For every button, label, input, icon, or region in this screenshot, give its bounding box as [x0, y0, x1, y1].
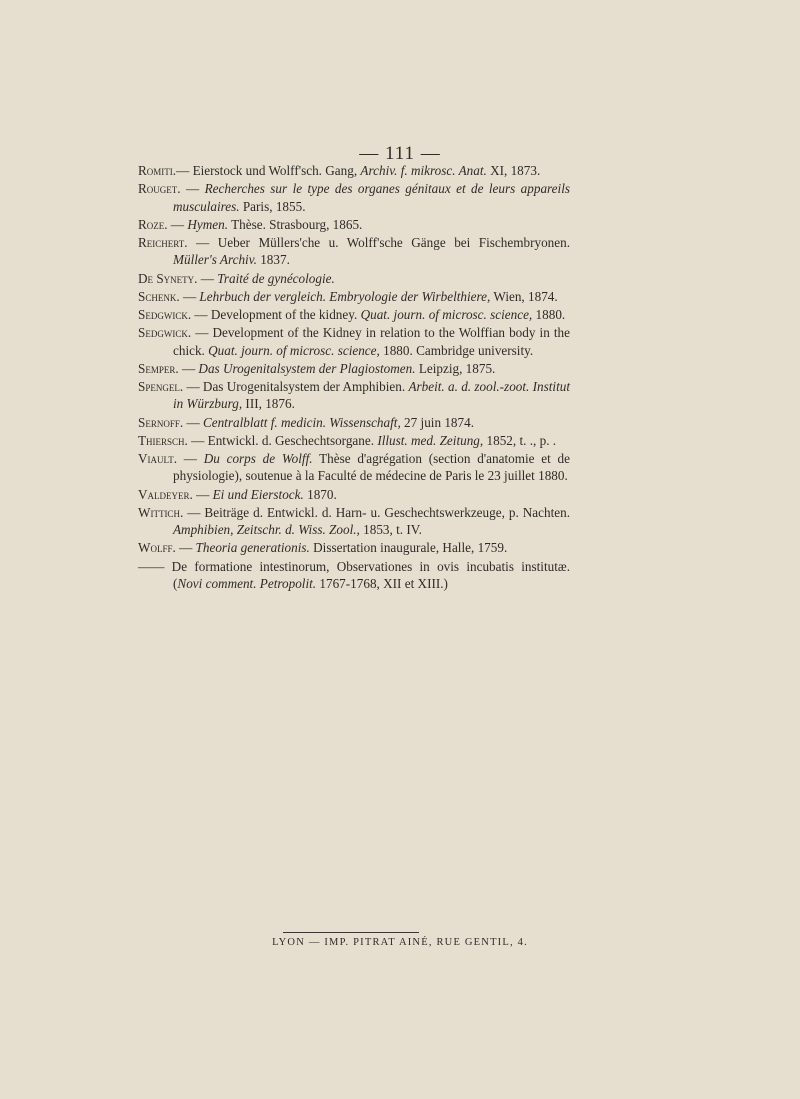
entry-title: Amphibien, Zeitschr. d. Wiss. Zool.,	[173, 522, 360, 538]
entry-title: Recherches sur le type des organes génitaux et de leurs appareils musculaires.	[173, 181, 570, 214]
entry-text: —	[177, 451, 204, 467]
entry-title: Das Urogenitalsystem der Plagiostomen.	[198, 360, 416, 376]
entry-rest: 1852, t. ., p. .	[483, 432, 557, 448]
bibliography-entry	[138, 324, 570, 359]
entry-text: — Das Urogenitalsystem der Amphibien.	[183, 379, 409, 395]
entry-author: Sedgwick.	[138, 325, 192, 341]
bibliography-entry	[138, 216, 570, 233]
bibliography-entry	[138, 450, 570, 485]
entry-rest: 27 juin 1874.	[400, 414, 475, 430]
bibliography-list	[138, 162, 570, 593]
entry-title: Quat. journ. of microsc. science,	[360, 307, 533, 323]
entry-author: Wittich.	[138, 504, 184, 520]
entry-author: Rouget.	[138, 181, 181, 197]
page-number: — 111 —	[359, 143, 441, 164]
entry-text: — Development of the Kidney in relation to the Wolffian body in the chick.	[173, 325, 570, 358]
entry-rest: 1870.	[303, 486, 337, 502]
entry-text: —	[178, 360, 199, 376]
entry-author: Spengel.	[138, 379, 184, 395]
bibliography-entry	[138, 432, 570, 449]
entry-text: — Ueber Müllers'che u. Wolff'sche Gänge bei Fischembryonen.	[187, 235, 570, 251]
entry-title: Hymen.	[187, 216, 229, 232]
entry-text: —	[180, 181, 205, 197]
entry-title: Novi comment. Petropolit.	[177, 576, 317, 592]
entry-author: Sernoff.	[138, 414, 184, 430]
entry-author: Roze.	[138, 216, 168, 232]
entry-author: Romiti.	[138, 163, 177, 178]
entry-rest: 1880.	[532, 307, 566, 323]
entry-title: Theoria generationis.	[195, 540, 310, 556]
bibliography-entry	[138, 180, 570, 215]
bibliography-entry	[138, 558, 570, 593]
entry-rest: 1880. Cambridge university.	[379, 342, 534, 358]
entry-text: —	[179, 288, 200, 304]
entry-author: Semper.	[138, 360, 179, 376]
entry-author: Thiersch.	[138, 432, 188, 448]
entry-text: De formatione intestinorum, Observationes in ovis incubatis institutæ. (	[164, 558, 570, 592]
entry-rest: Thèse d'agrégation (section d'anatomie et de physiologie), soutenue à la Faculté de médecine de Paris le 23 juillet 1880.	[173, 451, 571, 484]
bibliography-entry	[138, 378, 570, 413]
entry-author: Reichert.	[138, 235, 188, 251]
entry-author: Wolff.	[138, 540, 176, 556]
entry-text: — Development of the kidney.	[191, 307, 361, 323]
entry-rest: Wien, 1874.	[490, 288, 558, 304]
entry-rest: III, 1876.	[242, 396, 295, 412]
entry-title: Centralblatt f. medicin. Wissenschaft,	[202, 414, 401, 430]
bibliography-entry	[138, 306, 570, 323]
entry-author: Valdeyer.	[138, 486, 193, 502]
entry-rest: Thèse. Strasbourg, 1865.	[228, 216, 363, 232]
entry-title: Traité de gynécologie.	[217, 270, 335, 286]
entry-text: —	[197, 270, 218, 286]
bibliography-entry	[138, 539, 570, 556]
entry-rest: 1767-1768, XII et XIII.)	[316, 576, 448, 592]
entry-text: —	[175, 540, 196, 556]
entry-rest: 1837.	[256, 252, 290, 268]
entry-title: Ei und Eierstock.	[212, 486, 304, 502]
entry-text: —	[183, 414, 203, 430]
bibliography-entry	[138, 360, 570, 377]
entry-author: Schenk.	[138, 288, 180, 304]
entry-author: Viault.	[138, 451, 177, 467]
entry-rest: 1853, t. IV.	[359, 522, 422, 538]
bibliography-entry	[138, 270, 570, 287]
bibliography-entry	[138, 504, 570, 539]
entry-title: Illust. med. Zeitung,	[377, 432, 484, 448]
entry-text: —	[167, 216, 188, 232]
entry-author: De Synety.	[138, 270, 198, 286]
entry-title: Lehrbuch der vergleich. Embryologie der Wirbelthiere,	[199, 288, 491, 304]
entry-title: Arbeit. a. d. zool.-zoot. Institut in Würzburg,	[173, 379, 571, 412]
entry-text: — Entwickl. d. Geschechtsorgane.	[187, 432, 378, 448]
entry-rest: Paris, 1855.	[239, 198, 306, 214]
footer-rule	[283, 932, 419, 933]
entry-title: Müller's Archiv.	[173, 252, 257, 268]
entry-text: —	[192, 486, 213, 502]
printer-imprint: LYON — IMP. PITRAT AINÉ, RUE GENTIL, 4.	[272, 937, 528, 948]
bibliography-entry	[138, 234, 570, 269]
entry-rest: Dissertation inaugurale, Halle, 1759.	[309, 540, 508, 556]
entry-title: Du corps de Wolff.	[203, 451, 313, 467]
entry-author: Sedgwick.	[138, 307, 192, 323]
bibliography-entry	[138, 288, 570, 305]
entry-author: ——	[138, 558, 165, 574]
entry-title: Archiv. f. mikrosc. Anat.	[360, 163, 487, 178]
entry-text: — Beiträge d. Entwickl. d. Harn- u. Geschechtswerkzeuge, p. Nachten.	[183, 504, 570, 520]
entry-rest: XI, 1873.	[486, 163, 541, 178]
entry-text: — Eierstock und Wolff'sch. Gang,	[176, 163, 361, 178]
bibliography-entry	[138, 486, 570, 503]
bibliography-entry	[138, 162, 570, 179]
bibliography-entry	[138, 414, 570, 431]
entry-title: Quat. journ. of microsc. science,	[208, 342, 380, 358]
entry-rest: Leipzig, 1875.	[415, 360, 496, 376]
